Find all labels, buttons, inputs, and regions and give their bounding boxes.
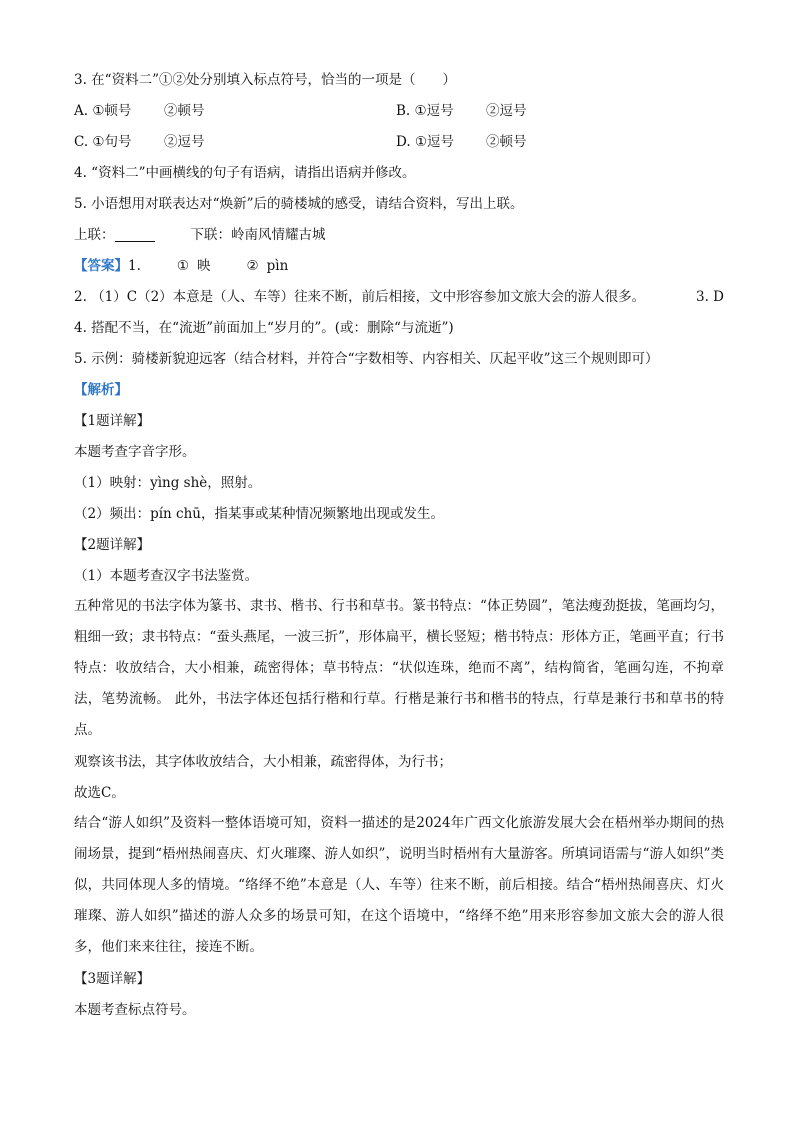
detail-1-intro: 本题考查字音字形。 — [74, 443, 196, 460]
detail-2-line-1: （1）本题考查汉字书法鉴赏。 — [74, 567, 259, 584]
q3-stem: 3. 在“资料二”①②处分别填入标点符号，恰当的一项是（ ） — [74, 71, 456, 88]
q3-option-a: A. ①顿号 ②顿号 — [74, 102, 205, 119]
analysis-tag: 【解析】 — [74, 381, 128, 398]
detail-1-line-2: （2）频出：pín chū，指某事或某种情况频繁地出现或发生。 — [74, 505, 444, 522]
answer-tag: 【答案】 — [74, 257, 128, 274]
q3-option-b: B. ①逗号 ②逗号 — [396, 102, 527, 119]
q3-option-d: D. ①逗号 ②顿号 — [396, 133, 527, 150]
answer-line-2: 2. （1）C（2）本意是（人、车等）往来不断，前后相接，文中形容参加文旅大会的游人很多。 3. D — [74, 288, 724, 305]
q3-option-c: C. ①句号 ②逗号 — [74, 133, 205, 150]
detail-2-paragraph-2: 结合“游人如织”及资料一整体语境可知，资料一描述的是2024年广西文化旅游发展大会在梧州举办期间的热闹场景，提到“梧州热闹喜庆、灯火璀璨、游人如织”，说明当时梧州有大量游客。所填词语需与“游人如织”类似，共同体现人多的情境。“络绎不绝”本意是（人、车等）往来不断，前后相接。结合“梧州热闹喜庆、灯火璀璨、游人如织”描述的游人众多的场景可知，在这个语境中，“络绎不绝”用来形容参加文旅大会的游人很多，他们来来往往，接连不断。 — [74, 815, 724, 955]
answer-blank — [115, 227, 155, 242]
answer-line-4: 4. 搭配不当，在“流逝”前面加上“岁月的”。(或：删除“与流逝”) — [74, 319, 454, 336]
detail-2-line-2: 观察该书法，其字体收放结合，大小相兼，疏密得体，为行书； — [74, 753, 452, 770]
detail-1-line-1: （1）映射：yìng shè，照射。 — [74, 474, 262, 491]
q3-options-row-2 — [74, 126, 724, 157]
detail-2-paragraph-1: 五种常见的书法字体为篆书、隶书、楷书、行书和草书。篆书特点：“体正势圆”，笔法瘦劲挺拔，笔画均匀，粗细一致；隶书特点：“蚕头燕尾，一波三折”，形体扁平，横长竖短；楷书特点：形体方正，笔画平直；行书特点：收放结合，大小相兼，疏密得体；草书特点：“状似连珠，绝而不离”，结构简省，笔画勾连，不拘章法，笔势流畅。 此外，书法字体还包括行楷和行草。行楷是兼行书和楷书的特点，行草是兼行书和草书的特点。 — [74, 598, 724, 738]
q5-stem: 5. 小语想用对联表达对“焕新”后的骑楼城的感受，请结合资料，写出上联。 — [74, 195, 524, 212]
detail-2-line-3: 故选C。 — [74, 784, 125, 801]
answer-line-5: 5. 示例：骑楼新貌迎远客（结合材料，并符合“字数相等、内容相关、仄起平收”这三个规则即可） — [74, 350, 659, 367]
detail-2-title: 【2题详解】 — [74, 536, 151, 553]
answer-line-1: 【答案】 1. ① 映 ② pìn — [74, 257, 289, 274]
q5-couplet: 上联： 下联：岭南风情耀古城 — [74, 226, 326, 243]
q3-options-row-1 — [74, 95, 724, 126]
detail-3-title: 【3题详解】 — [74, 970, 151, 987]
document-page — [74, 64, 724, 1025]
detail-1-title: 【1题详解】 — [74, 412, 151, 429]
q4-stem: 4. “资料二”中画横线的句子有语病，请指出语病并修改。 — [74, 164, 416, 181]
detail-3-intro: 本题考查标点符号。 — [74, 1001, 196, 1018]
